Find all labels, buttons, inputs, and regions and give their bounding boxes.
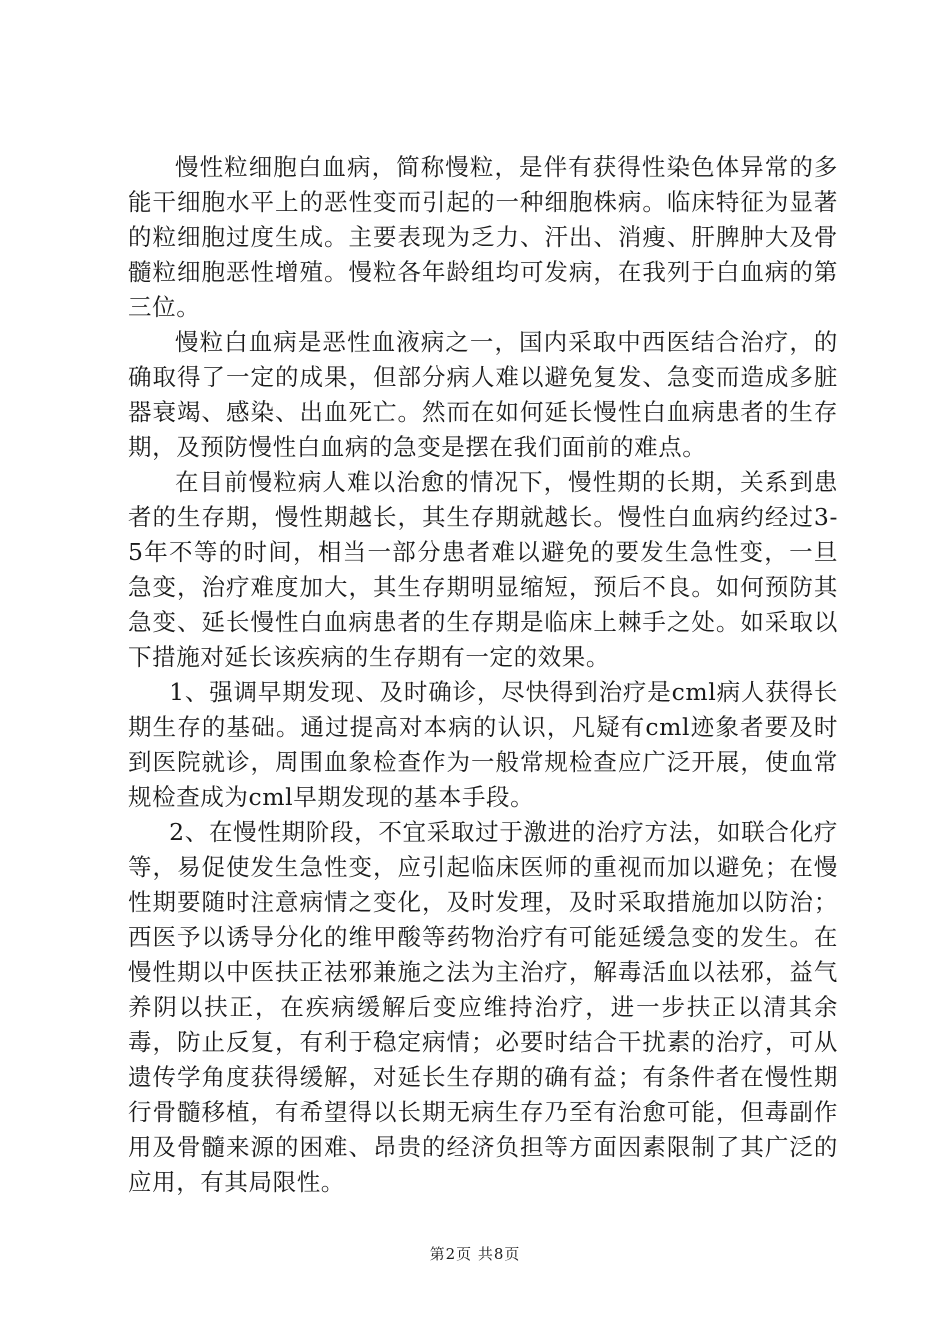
document-body bbox=[128, 150, 838, 1200]
page-number-footer: 第2页 共8页 bbox=[429, 1245, 521, 1263]
paragraph-treatment-status: 慢粒白血病是恶性血液病之一，国内采取中西医结合治疗，的确取得了一定的成果，但部分病人难以避免复发、急变而造成多脏器衰竭、感染、出血死亡。然而在如何延长慢性白血病患者的生存期，及预防慢性白血病的急变是摆在我们面前的难点。 bbox=[128, 328, 838, 461]
paragraph-intro: 慢性粒细胞白血病，简称慢粒，是伴有获得性染色体异常的多能干细胞水平上的恶性变而引起的一种细胞株病。临床特征为显著的粒细胞过度生成。主要表现为乏力、汗出、消瘦、肝脾肿大及骨髓粒细胞恶性增殖。慢粒各年龄组均可发病，在我列于白血病的第三位。 bbox=[128, 153, 838, 321]
paragraph-measure-1: 1、强调早期发现、及时确诊，尽快得到治疗是cml病人获得长期生存的基础。通过提高对本病的认识，凡疑有cml迹象者要及时到医院就诊，周围血象检查作为一般常规检查应广泛开展，使血常规检查成为cml早期发现的基本手段。 bbox=[128, 678, 838, 811]
paragraph-chronic-phase: 在目前慢粒病人难以治愈的情况下，慢性期的长期，关系到患者的生存期，慢性期越长，其生存期就越长。慢性白血病约经过3-5年不等的时间，相当一部分患者难以避免的要发生急性变，一旦急变，治疗难度加大，其生存期明显缩短，预后不良。如何预防其急变、延长慢性白血病患者的生存期是临床上棘手之处。如采取以下措施对延长该疾病的生存期有一定的效果。 bbox=[128, 468, 838, 671]
paragraph-measure-2: 2、在慢性期阶段，不宜采取过于激进的治疗方法，如联合化疗等，易促使发生急性变，应引起临床医师的重视而加以避免；在慢性期要随时注意病情之变化，及时发理，及时采取措施加以防治；西医予以诱导分化的维甲酸等药物治疗有可能延缓急变的发生。在慢性期以中医扶正祛邪兼施之法为主治疗，解毒活血以祛邪，益气养阴以扶正，在疾病缓解后变应维持治疗，进一步扶正以清其余毒，防止反复，有利于稳定病情；必要时结合干扰素的治疗，可从遗传学角度获得缓解，对延长生存期的确有益；有条件者在慢性期行骨髓移植，有希望得以长期无病生存乃至有治愈可能，但毒副作用及骨髓来源的困难、昂贵的经济负担等方面因素限制了其广泛的应用，有其局限性。 bbox=[128, 818, 838, 1196]
